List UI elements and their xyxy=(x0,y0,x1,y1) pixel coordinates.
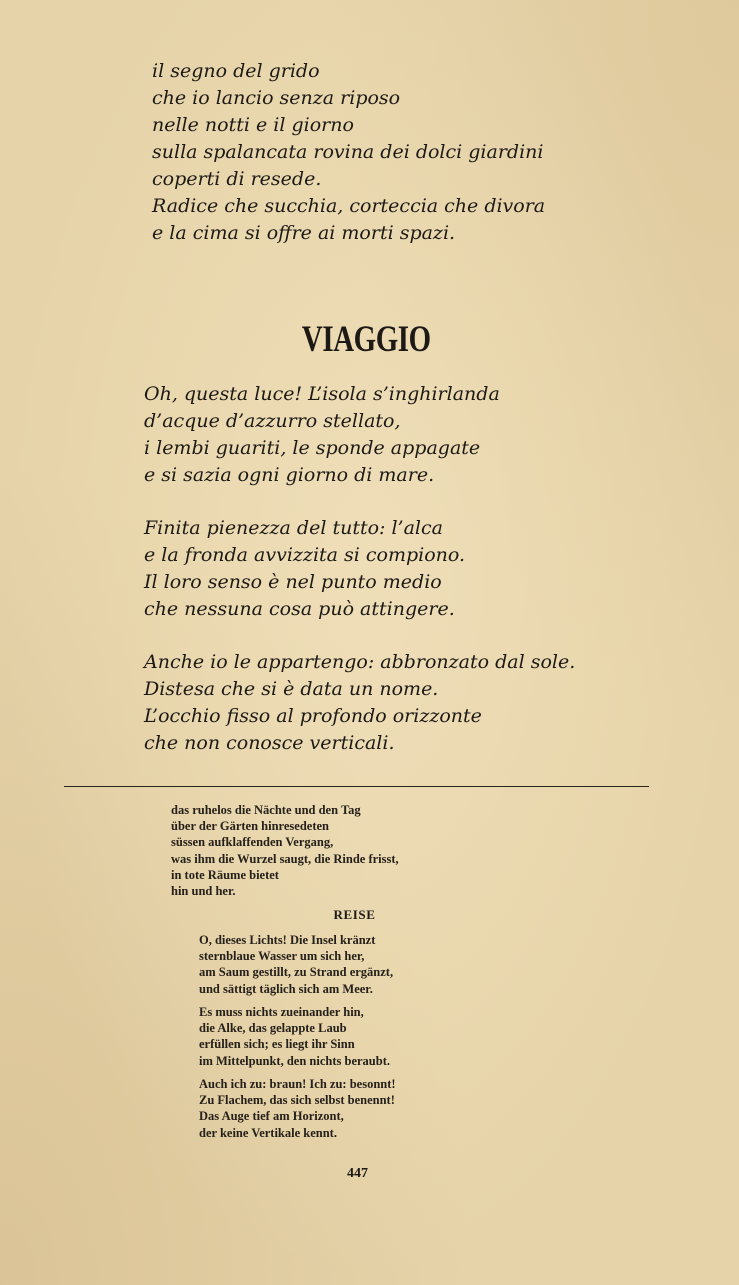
poem-title-italian: VIAGGIO xyxy=(301,319,431,360)
translation-line: was ihm die Wurzel saugt, die Rinde frisst, xyxy=(171,851,399,866)
german-stanza-1 xyxy=(199,932,393,997)
poem-line: che non conosce verticali. xyxy=(144,732,395,754)
footnote-divider xyxy=(64,786,649,787)
poem-line: Radice che succhia, corteccia che divora xyxy=(152,195,546,217)
poem-line: d’acque d’azzurro stellato, xyxy=(144,410,401,432)
poem-line: e la cima si offre ai morti spazi. xyxy=(152,222,456,244)
translation-line: O, dieses Lichts! Die Insel kränzt xyxy=(199,933,376,947)
translation-line: sternblaue Wasser um sich her, xyxy=(199,949,365,964)
german-stanza-2 xyxy=(199,1004,390,1069)
poem-line: sulla spalancata rovina dei dolci giardini xyxy=(152,141,544,163)
italian-stanza-3 xyxy=(144,649,575,757)
poem-fragment-italian xyxy=(152,58,545,247)
poem-line: il segno del grido xyxy=(152,60,320,82)
poem-line: che nessuna cosa può attingere. xyxy=(144,598,455,620)
poem-fragment-german xyxy=(171,802,399,899)
poem-line: Oh, questa luce! L’isola s’inghirlanda xyxy=(144,383,500,405)
poem-line: e si sazia ogni giorno di mare. xyxy=(144,464,435,486)
translation-line: Zu Flachem, das sich selbst benennt! xyxy=(199,1093,395,1108)
poem-line: L’occhio fisso al profondo orizzonte xyxy=(144,705,482,727)
italian-stanza-2 xyxy=(144,515,465,623)
poem-line: i lembi guariti, le sponde appagate xyxy=(144,437,481,459)
page-number: 447 xyxy=(347,1166,368,1181)
poem-line: che io lancio senza riposo xyxy=(152,87,401,109)
translation-line: Es muss nichts zueinander hin, xyxy=(199,1005,364,1019)
translation-line: im Mittelpunkt, den nichts beraubt. xyxy=(199,1053,390,1068)
italian-stanza-1 xyxy=(144,381,500,489)
translation-line: und sättigt täglich sich am Meer. xyxy=(199,981,373,996)
poem-line: Anche io le appartengo: abbronzato dal sole. xyxy=(144,651,576,673)
translation-line: hin und her. xyxy=(171,884,236,899)
translation-line: Auch ich zu: braun! Ich zu: besonnt! xyxy=(199,1077,396,1091)
german-stanza-3 xyxy=(199,1076,396,1141)
translation-line: erfüllen sich; es liegt ihr Sinn xyxy=(199,1037,355,1052)
poem-line: Finita pienezza del tutto: l’alca xyxy=(144,517,443,539)
translation-line: der keine Vertikale kennt. xyxy=(199,1125,337,1140)
translation-line: das ruhelos die Nächte und den Tag xyxy=(171,803,361,817)
poem-line: Distesa che si è data un nome. xyxy=(144,678,439,700)
translation-line: die Alke, das gelappte Laub xyxy=(199,1021,347,1036)
translation-line: süssen aufklaffenden Vergang, xyxy=(171,835,334,850)
poem-title-german: REISE xyxy=(333,907,376,922)
translation-line: Das Auge tief am Horizont, xyxy=(199,1109,344,1124)
poem-line: nelle notti e il giorno xyxy=(152,114,354,136)
translation-line: über der Gärten hinresedeten xyxy=(171,819,329,834)
poem-line: Il loro senso è nel punto medio xyxy=(144,571,442,593)
translation-line: in tote Räume bietet xyxy=(171,867,279,882)
poem-line: coperti di resede. xyxy=(152,168,322,190)
poem-line: e la fronda avvizzita si compiono. xyxy=(144,544,466,566)
translation-line: am Saum gestillt, zu Strand ergänzt, xyxy=(199,965,394,980)
